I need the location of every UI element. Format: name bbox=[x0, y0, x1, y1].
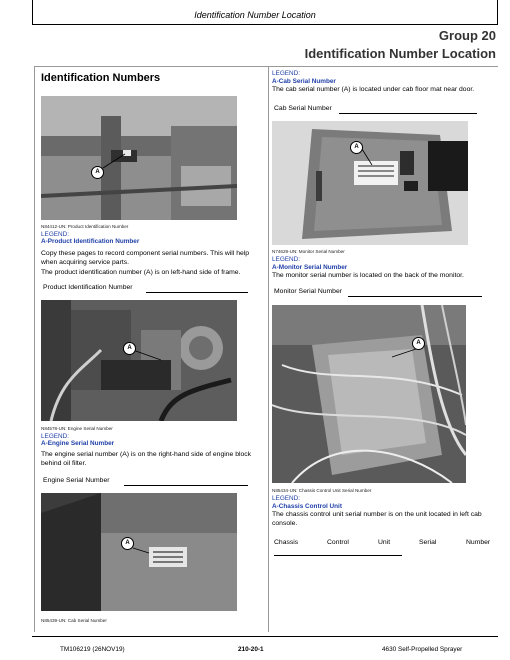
legend-item: A-Cab Serial Number bbox=[272, 78, 336, 85]
field-word: Number bbox=[466, 539, 491, 546]
legend-item: A-Chassis Control Unit bbox=[272, 503, 342, 510]
legend-label: LEGEND: bbox=[272, 70, 301, 77]
monitor-photo-drawing bbox=[272, 121, 468, 245]
column-divider bbox=[268, 66, 269, 632]
figure-caption: N84412-UN: Product Identification Number bbox=[41, 224, 129, 229]
callout-a: A bbox=[123, 342, 136, 355]
monitor-serial-photo bbox=[272, 121, 468, 245]
running-header-title: Identification Number Location bbox=[194, 10, 316, 20]
field-word: Control bbox=[327, 539, 349, 546]
cab-serial-photo bbox=[41, 493, 237, 611]
legend-item: A-Engine Serial Number bbox=[41, 440, 115, 447]
field-word: Serial bbox=[419, 539, 437, 546]
figure-caption: N85439-UN: Cab Serial Number bbox=[41, 618, 107, 623]
engine-field-label: Engine Serial Number bbox=[43, 477, 110, 484]
footer-page-number: 210-20-1 bbox=[238, 646, 264, 653]
footer-rule bbox=[32, 636, 498, 637]
product-entry-line[interactable] bbox=[146, 292, 248, 293]
legend-label: LEGEND: bbox=[41, 433, 70, 440]
section-title: Identification Number Location bbox=[304, 46, 496, 61]
monitor-entry-line[interactable] bbox=[348, 296, 482, 297]
cab-photo-drawing bbox=[41, 493, 237, 611]
field-word: Unit bbox=[378, 539, 391, 546]
figure-caption: N85434-UN: Chassis Control Unit Serial Number bbox=[272, 488, 372, 493]
monitor-location-text: The monitor serial number is located on the back of the monitor. bbox=[272, 272, 464, 279]
legend-label: LEGEND: bbox=[272, 495, 301, 502]
callout-a: A bbox=[412, 337, 425, 350]
engine-serial-photo bbox=[41, 300, 237, 421]
cab-location-text: The cab serial number (A) is located under cab floor mat near door. bbox=[272, 86, 475, 93]
product-photo-drawing bbox=[41, 96, 237, 220]
product-identification-photo bbox=[41, 96, 237, 220]
chassis-photo-drawing bbox=[272, 305, 466, 483]
figure-caption: N84578-UN: Engine Serial Number bbox=[41, 426, 113, 431]
engine-photo-drawing bbox=[41, 300, 237, 421]
callout-a: A bbox=[91, 166, 104, 179]
cab-entry-line[interactable] bbox=[339, 113, 477, 114]
chassis-entry-line[interactable] bbox=[274, 555, 402, 556]
column-border-left bbox=[34, 66, 35, 632]
content-top-rule bbox=[34, 66, 498, 67]
monitor-field-label: Monitor Serial Number bbox=[274, 288, 342, 295]
chassis-control-unit-photo bbox=[272, 305, 466, 483]
chassis-location-text: The chassis control unit serial number is on the unit located in left cab console. bbox=[272, 511, 482, 527]
product-location-text: The product identification number (A) is on left-hand side of frame. bbox=[41, 269, 241, 276]
figure-caption: N74629-UN: Monitor Serial Number bbox=[272, 249, 345, 254]
legend-label: LEGEND: bbox=[41, 231, 70, 238]
engine-location-text: The engine serial number (A) is on the right-hand side of engine block behind oil filter. bbox=[41, 451, 252, 467]
footer-manual-id: TM106219 (26NOV19) bbox=[60, 646, 125, 653]
footer-product-name: 4630 Self-Propelled Sprayer bbox=[382, 646, 463, 653]
engine-entry-line[interactable] bbox=[124, 485, 248, 486]
legend-item: A-Monitor Serial Number bbox=[272, 264, 348, 271]
header-rule bbox=[32, 24, 498, 25]
field-word: Chassis bbox=[274, 539, 299, 546]
product-field-label: Product Identification Number bbox=[43, 284, 133, 291]
identification-numbers-heading: Identification Numbers bbox=[41, 72, 161, 84]
instruction-paragraph: Copy these pages to record component serial numbers. This will help when acquiring service parts. bbox=[41, 250, 250, 266]
legend-label: LEGEND: bbox=[272, 256, 301, 263]
cab-field-label: Cab Serial Number bbox=[274, 105, 332, 112]
callout-a: A bbox=[121, 537, 134, 550]
legend-item: A-Product Identification Number bbox=[41, 238, 140, 245]
callout-a: A bbox=[350, 141, 363, 154]
group-number: Group 20 bbox=[438, 28, 496, 43]
